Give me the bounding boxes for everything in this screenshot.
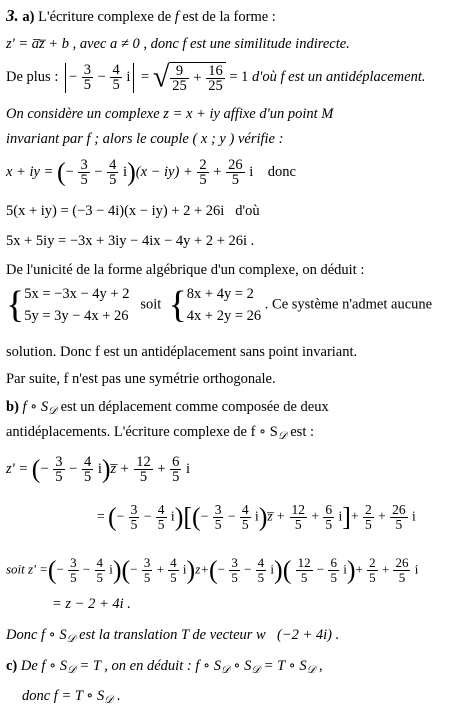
part-b-line-2: antidéplacements. L'écriture complexe de f ∘ $S_𝒟$ est : <box>6 424 314 442</box>
line-deduce: De l'unicité de la forme algébrique d'un complexe, on déduit : <box>6 262 365 278</box>
op: = <box>141 68 150 85</box>
system-2: 8x + 4y = 2 4x + 2y = 26 <box>186 286 262 324</box>
fraction: $\frac{2}{5}$ <box>364 502 372 532</box>
text: x + iy = <box>6 163 54 180</box>
linear-system: {5x = −3x − 4y + 2 5y = 3y − 4x + 26 soit {8x + 4y = 2 4x + 2y = 26 . Ce système n'admet aucune <box>6 284 433 326</box>
exercise-heading <box>6 8 276 25</box>
text: 5(x + iy) = (−3 − 4i)(x − iy) + 2 + 26i <box>6 203 225 219</box>
fraction: $\frac{3}{5}$ <box>130 502 138 532</box>
text: est de la forme : <box>178 9 276 25</box>
line-complex-form: z' = a̅z̅ + b , avec a ≠ 0 , donc f est une similitude indirecte. <box>6 36 350 52</box>
part-b-line-1: b) f ∘ $S_𝒟$ est un déplacement comme composée de deux <box>6 399 329 417</box>
fraction: $\frac{4}{5}$ <box>109 157 117 188</box>
part-c-label: c) <box>6 658 18 674</box>
text: d'où f est un antidéplacement. <box>248 68 426 85</box>
fraction: $\frac{4}{5}$ <box>157 502 165 532</box>
line-modulus <box>6 62 426 93</box>
part-b-label: b) <box>6 399 19 415</box>
fraction: $\frac{26}{5}$ <box>392 502 406 532</box>
brace: { <box>168 284 187 326</box>
part-a-label: a) <box>22 9 35 25</box>
fraction: $\frac{3}{5}$ <box>80 157 88 188</box>
fraction: $\frac{12}{5}$ <box>136 454 151 485</box>
text: soit <box>140 296 162 313</box>
var: f <box>174 9 179 25</box>
imag-unit: i <box>126 68 131 85</box>
line-translation: Donc f ∘ $S_𝒟$ est la translation T de vecteur w⃗(−2 + 4i) . <box>6 627 340 645</box>
fraction: $\frac{26}{5}$ <box>228 157 243 188</box>
line-equation-1: x + iy = (− $\frac{3}{5}$ − $\frac{4}{5}$ i)(x − iy) + $\frac{2}{5}$ + $\frac{26}{5}$ i donc <box>6 157 296 188</box>
fraction: $\frac{12}{5}$ <box>291 502 306 532</box>
text: d'où <box>235 203 260 219</box>
line-z-prime-2: = (− $\frac{3}{5}$ − $\frac{4}{5}$ i)[(− $\frac{3}{5}$ − $\frac{4}{5}$ i)z̅ + $\frac{12}{5}$ + $\frac{6}{5}$ i]+ $\frac{2}{5}$ + $\frac{26}{5}$ i <box>97 502 416 532</box>
fraction: $\frac{3}{5}$ <box>55 454 63 485</box>
abs-bar <box>133 63 134 93</box>
fraction: $\frac{6}{5}$ <box>325 502 333 532</box>
fraction: $\frac{4}{5}$ <box>112 62 120 93</box>
text: donc <box>267 163 296 180</box>
fraction: $\frac{6}{5}$ <box>172 454 180 485</box>
fraction: $\frac{2}{5}$ <box>199 157 207 188</box>
text: De plus : <box>6 68 59 85</box>
result: = 1 <box>229 68 249 85</box>
fraction: $\frac{3}{5}$ <box>83 62 92 93</box>
part-c-line-2: donc f = T ∘ $S_𝒟$ . <box>22 688 121 706</box>
square-root: √ $\frac{9}{25}$ + $\frac{16}{25}$ <box>153 62 226 93</box>
exercise-number: 3. <box>6 6 19 25</box>
line-result: = z − 2 + 4i . <box>52 596 131 612</box>
abs-bar <box>65 63 66 93</box>
line-invariant: invariant par f ; alors le couple ( x ; y ) vérifie : <box>6 131 284 147</box>
fraction: $\frac{4}{5}$ <box>83 454 92 485</box>
op: − <box>97 68 106 85</box>
line-conclusion-a: Par suite, f n'est pas une symétrie orthogonale. <box>6 371 276 387</box>
fraction: $\frac{4}{5}$ <box>241 502 249 532</box>
line-solution: solution. Donc f est un antidéplacement sans point invariant. <box>6 344 358 360</box>
line-z-prime-1: z' = (− $\frac{3}{5}$ − $\frac{4}{5}$ i)z̅ + $\frac{12}{5}$ + $\frac{6}{5}$ i <box>6 454 191 485</box>
part-c-line-1: c) De f ∘ $S_𝒟 = T$ , on en déduit : f ∘ $S_𝒟$ ∘ $S_𝒟 = T$ ∘ $S_𝒟$ , <box>6 658 323 676</box>
system-1: 5x = −3x − 4y + 2 5y = 3y − 4x + 26 <box>24 286 130 324</box>
line-consider: On considère un complexe z = x + iy affixe d'un point M <box>6 106 334 122</box>
line-equation-2 <box>6 203 260 219</box>
op: − <box>68 68 78 85</box>
text: L'écriture complexe de <box>38 9 175 25</box>
brace: { <box>6 284 25 326</box>
text: Ce système n'admet aucune <box>272 296 433 313</box>
line-z-prime-3: soit z' =(− $\frac{3}{5}$ − $\frac{4}{5}$ i)(− $\frac{3}{5}$ + $\frac{4}{5}$ i)z+(− $\frac{3}{5}$ − $\frac{4}{5}$ i)( $\frac{12}{5}$ − $\frac{6}{5}$ i)+ $\frac{2}{5}$ + $\frac{26}{5}$ i <box>6 555 419 585</box>
fraction: $\frac{3}{5}$ <box>214 502 222 532</box>
line-equation-3: 5x + 5iy = −3x + 3iy − 4ix − 4y + 2 + 26i . <box>6 233 255 249</box>
